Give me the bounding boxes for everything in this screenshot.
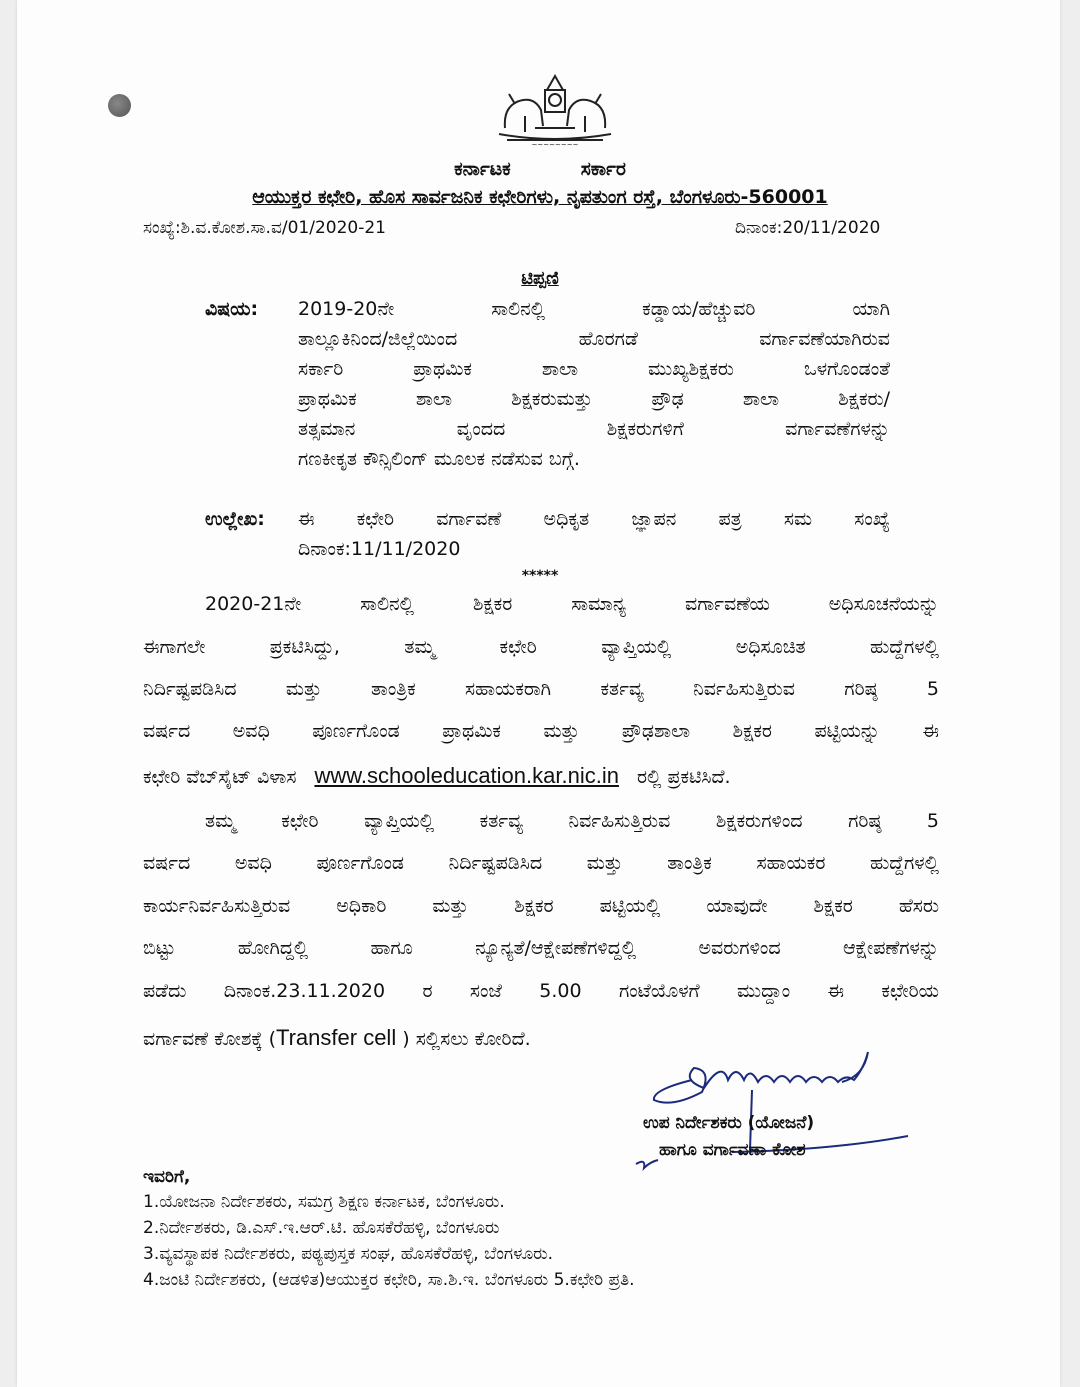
copy-to-item: 1.ಯೋಜನಾ ನಿರ್ದೇಶಕರು, ಸಮಗ್ರ ಶಿಕ್ಷಣ ಕರ್ನಾಟಕ, ಬೆಂಗಳೂರು. bbox=[143, 1192, 505, 1212]
signatory-designation: ಉಪ ನಿರ್ದೇಶಕರು (ಯೋಜನೆ) bbox=[643, 1113, 815, 1133]
subject-line: ಸರ್ಕಾರಿ ಪ್ರಾಥಮಿಕ ಶಾಲಾ ಮುಖ್ಯಶಿಕ್ಷಕರು ಒಳಗೊಂಡಂತೆ bbox=[298, 358, 890, 380]
transfer-prefix: ವರ್ಗಾವಣೆ ಕೋಶಕ್ಕೆ ( bbox=[143, 1028, 276, 1050]
subject-line: ಪ್ರಾಥಮಿಕ ಶಾಲಾ ಶಿಕ್ಷಕರುಮತ್ತು ಪ್ರೌಢ ಶಾಲಾ ಶಿಕ್ಷಕರು/ bbox=[298, 388, 890, 410]
paragraph-line: ನಿರ್ದಿಷ್ಟಪಡಿಸಿದ ಮತ್ತು ತಾಂತ್ರಿಕ ಸಹಾಯಕರಾಗಿ ಕರ್ತವ್ಯ ನಿರ್ವಹಿಸುತ್ತಿರುವ ಗರಿಷ್ಠ 5 bbox=[143, 678, 939, 700]
government-word-state: ಕರ್ನಾಟಕ bbox=[454, 158, 511, 180]
separator-stars: ***** bbox=[521, 568, 559, 584]
subject-label: ವಿಷಯ: bbox=[205, 298, 259, 320]
subject-line: ಗಣಕೀಕೃತ ಕೌನ್ಸಿಲಿಂಗ್ ಮೂಲಕ ನಡೆಸುವ ಬಗ್ಗೆ. bbox=[298, 448, 580, 470]
subject-line: 2019-20ನೇ ಸಾಲಿನಲ್ಲಿ ಕಡ್ಡಾಯ/ಹೆಚ್ಚುವರಿ ಯಾಗಿ bbox=[298, 298, 890, 320]
paragraph-line: ಈಗಾಗಲೇ ಪ್ರಕಟಿಸಿದ್ದು, ತಮ್ಮ ಕಛೇರಿ ವ್ಯಾಪ್ತಿಯಲ್ಲಿ ಅಧಿಸೂಚಿತ ಹುದ್ದೆಗಳಲ್ಲಿ bbox=[143, 636, 939, 658]
paragraph-line: ಪಡೆದು ದಿನಾಂಕ.23.11.2020 ರ ಸಂಜೆ 5.00 ಗಂಟೆಯೊಳಗೆ ಮುದ್ದಾಂ ಈ ಕಛೇರಿಯ bbox=[143, 980, 939, 1002]
url-prefix: ಕಛೇರಿ ವೆಬ್‌ಸೈಟ್ ವಿಳಾಸ bbox=[143, 766, 297, 788]
paragraph-line-url bbox=[143, 763, 939, 789]
signatory-department: ಹಾಗೂ ವರ್ಗಾವಣಾ ಕೋಶ bbox=[659, 1140, 806, 1160]
subject-line: ತತ್ಸಮಾನ ವೃಂದದ ಶಿಕ್ಷಕರುಗಳಿಗೆ ವರ್ಗಾವಣೆಗಳನ್ನು bbox=[298, 418, 890, 440]
punch-hole bbox=[108, 94, 131, 117]
website-link[interactable]: www.schooleducation.kar.nic.in bbox=[314, 763, 619, 788]
issue-date: ದಿನಾಂಕ:20/11/2020 bbox=[735, 218, 881, 238]
paragraph-line: ವರ್ಷದ ಅವಧಿ ಪೂರ್ಣಗೊಂಡ ನಿರ್ದಿಷ್ಟಪಡಿಸಿದ ಮತ್ತು ತಾಂತ್ರಿಕ ಸಹಾಯಕರ ಹುದ್ದೆಗಳಲ್ಲಿ bbox=[143, 852, 939, 874]
copy-to-label: ಇವರಿಗೆ, bbox=[143, 1167, 191, 1187]
government-emblem-icon bbox=[485, 70, 625, 148]
reference-number: ಸಂಖ್ಯೆ:ಶಿ.ವ.ಕೋಶ.ಸಾ.ವ/01/2020-21 bbox=[143, 218, 386, 238]
copy-to-item: 3.ವ್ಯವಸ್ಥಾಪಕ ನಿರ್ದೇಶಕರು, ಪಠ್ಯಪುಸ್ತಕ ಸಂಘ, ಹೊಸಕೆರೆಹಳ್ಳಿ, ಬೆಂಗಳೂರು. bbox=[143, 1244, 553, 1264]
office-address: ಆಯುಕ್ತರ ಕಛೇರಿ, ಹೊಸ ಸಾರ್ವಜನಿಕ ಕಛೇರಿಗಳು, ನೃಪತುಂಗ ರಸ್ತೆ, ಬೆಂಗಳೂರು-560001 bbox=[252, 186, 828, 208]
svg-text:~~~~~~~~: ~~~~~~~~ bbox=[531, 141, 579, 148]
transfer-cell-text: Transfer cell bbox=[275, 1025, 397, 1050]
government-title bbox=[0, 158, 1080, 180]
paragraph-line: ಬಿಟ್ಟು ಹೋಗಿದ್ದಲ್ಲಿ ಹಾಗೂ ನ್ಯೂನ್ಯತೆ/ಆಕ್ಷೇಪಣೆಗಳಿದ್ದಲ್ಲಿ ಅವರುಗಳಿಂದ ಆಕ್ಷೇಪಣೆಗಳನ್ನು bbox=[143, 937, 939, 959]
government-word-government: ಸರ್ಕಾರ bbox=[580, 158, 626, 180]
url-suffix: ರಲ್ಲಿ ಪ್ರಕಟಿಸಿದೆ. bbox=[637, 766, 731, 788]
note-title: ಟಿಪ್ಪಣಿ bbox=[521, 268, 559, 289]
copy-to-item: 4.ಜಂಟಿ ನಿರ್ದೇಶಕರು, (ಆಡಳಿತ)ಆಯುಕ್ತರ ಕಛೇರಿ, ಸಾ.ಶಿ.ಇ. ಬೆಂಗಳೂರು 5.ಕಛೇರಿ ಪ್ರತಿ. bbox=[143, 1270, 635, 1290]
subject-line: ತಾಲ್ಲೂಕಿನಿಂದ/ಜಿಲ್ಲೆಯಿಂದ ಹೊರಗಡೆ ವರ್ಗಾವಣೆಯಾಗಿರುವ bbox=[298, 328, 890, 350]
paragraph-line: 2020-21ನೇ ಸಾಲಿನಲ್ಲಿ ಶಿಕ್ಷಕರ ಸಾಮಾನ್ಯ ವರ್ಗಾವಣೆಯ ಅಧಿಸೂಚನೆಯನ್ನು bbox=[205, 593, 939, 615]
reference-line: ಈ ಕಛೇರಿ ವರ್ಗಾವಣೆ ಅಧಿಕೃತ ಜ್ಞಾಪನ ಪತ್ರ ಸಮ ಸಂಖ್ಯೆ bbox=[298, 508, 890, 530]
reference-line: ದಿನಾಂಕ:11/11/2020 bbox=[298, 538, 461, 560]
reference-label: ಉಲ್ಲೇಖ: bbox=[205, 508, 265, 530]
transfer-suffix: ) ಸಲ್ಲಿಸಲು ಕೋರಿದೆ. bbox=[402, 1028, 531, 1050]
paragraph-line: ಕಾರ್ಯನಿರ್ವಹಿಸುತ್ತಿರುವ ಅಧಿಕಾರಿ ಮತ್ತು ಶಿಕ್ಷಕರ ಪಟ್ಟಿಯಲ್ಲಿ ಯಾವುದೇ ಶಿಕ್ಷಕರ ಹೆಸರು bbox=[143, 895, 939, 917]
paragraph-line: ವರ್ಷದ ಅವಧಿ ಪೂರ್ಣಗೊಂಡ ಪ್ರಾಥಮಿಕ ಮತ್ತು ಪ್ರೌಢಶಾಲಾ ಶಿಕ್ಷಕರ ಪಟ್ಟಿಯನ್ನು ಈ bbox=[143, 720, 939, 742]
copy-to-item: 2.ನಿರ್ದೇಶಕರು, ಡಿ.ಎಸ್.ಇ.ಆರ್.ಟಿ. ಹೊಸಕೆರೆಹಳ್ಳಿ, ಬೆಂಗಳೂರು bbox=[143, 1218, 500, 1238]
paragraph-line: ತಮ್ಮ ಕಛೇರಿ ವ್ಯಾಪ್ತಿಯಲ್ಲಿ ಕರ್ತವ್ಯ ನಿರ್ವಹಿಸುತ್ತಿರುವ ಶಿಕ್ಷಕರುಗಳಿಂದ ಗರಿಷ್ಠ 5 bbox=[205, 810, 939, 832]
